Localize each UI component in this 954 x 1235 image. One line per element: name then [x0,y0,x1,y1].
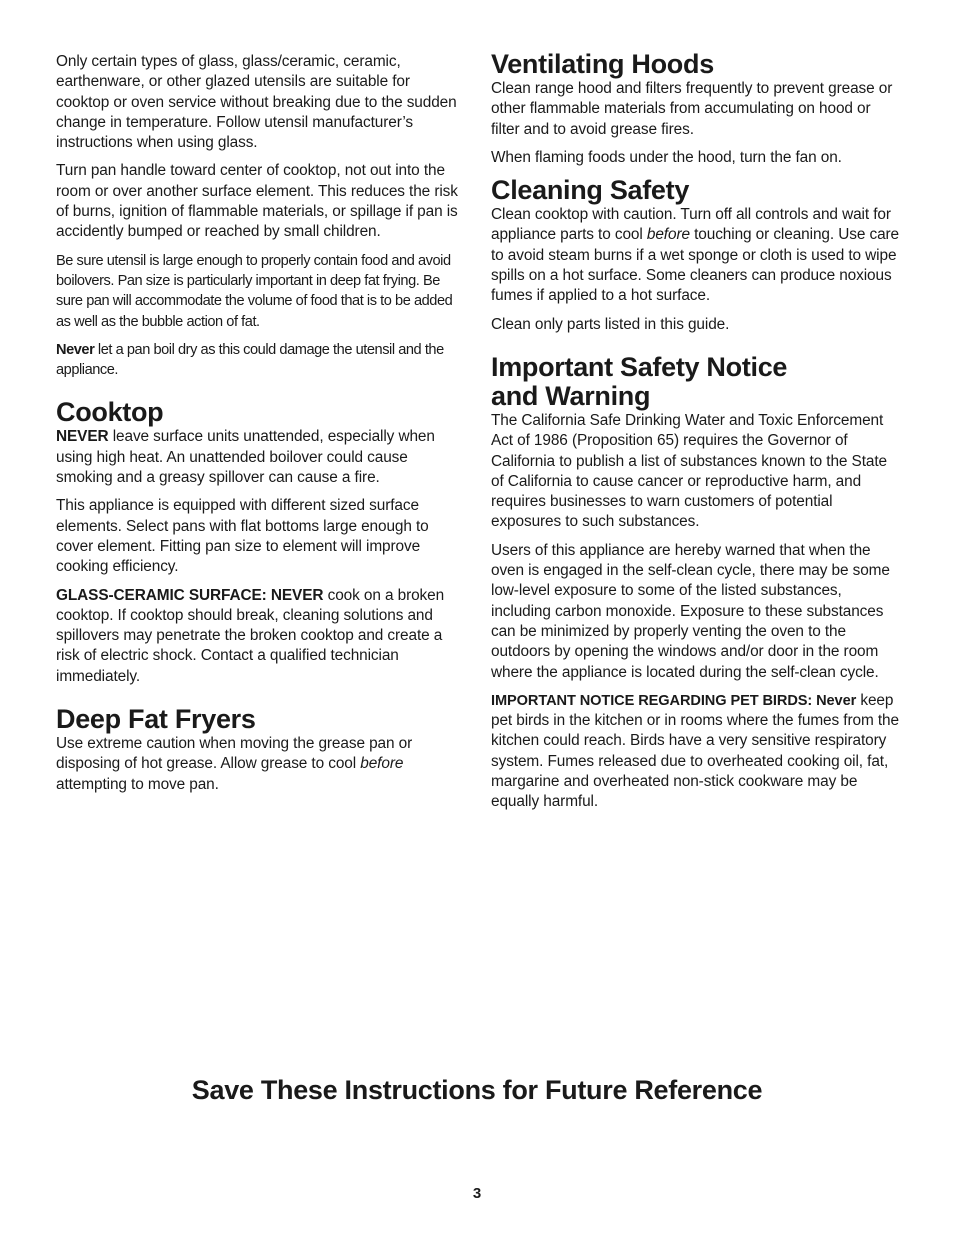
deep-fat-fryers-heading: Deep Fat Fryers [56,704,256,735]
notice-paragraph-prop65: The California Safe Drinking Water and Toxic Enforcement Act of 1986 (Proposition 65) requires the Governor of California to publish a list of substances known to the State of California to cause cancer or reproductive harm, and requires businesses to warn customers of potential exposures to such substances. [491,411,887,531]
right-column [491,50,901,821]
safety-notice-heading-line1: Important Safety Notice [491,351,788,382]
cooktop-paragraph-elements: This appliance is equipped with different sized surface elements. Select pans with flat bottoms large enough to cover element. Fitting pan size to element will improve cooking efficiency. [56,497,429,576]
safety-notice-heading-line2: and Warning [491,380,651,411]
intro-paragraph-utensil-size: Be sure utensil is large enough to properly contain food and avoid boilovers. Pan size is particularly important in deep fat frying. Be sure pan will accommodate the volume of food that is to be added as well as the bubble action of fat. [56,252,453,330]
intro-paragraph-glass: Only certain types of glass, glass/ceramic, ceramic, earthenware, or other glazed utensils are suitable for cooktop or oven service without breaking due to the sudden change in temperature. Follow utensil manufacturer’s instructions when using glass. [56,53,457,152]
cleaning-text-a: Clean cooktop with caution. Turn off all controls and wait for appliance parts to cool [491,206,891,244]
cooktop-paragraph-glass-ceramic [56,586,466,687]
intro-paragraph-boil-dry [56,340,466,381]
fryers-paragraph [56,734,466,795]
ventilating-hoods-heading: Ventilating Hoods [491,49,714,79]
fryers-emphasis: before [360,755,404,773]
save-instructions-title: Save These Instructions for Future Reference [191,1075,763,1105]
cooktop-paragraph-unattended [56,427,466,488]
hoods-paragraph-flaming: When flaming foods under the hood, turn the fan on. [491,148,842,166]
cleaning-safety-heading: Cleaning Safety [491,175,690,206]
cleaning-text-b: touching or cleaning. Use care to avoid steam burns if a wet sponge or cloth is used to wipe spills on a hot surface. Some cleaners can produce noxious fumes if applied to a hot surface. [491,226,900,305]
fryers-text-a: Use extreme caution when moving the grease pan or disposing of hot grease. Allow grease to cool [56,735,413,773]
pet-birds-text: keep pet birds in the kitchen or in rooms where the fumes from the kitchen could reach. Birds have a very sensitive respiratory system. Fumes released due to overheated cooking oil, fat, margarine and overheated non-stick cookware may be equally harmful. [491,691,899,811]
glass-ceramic-text: cook on a broken cooktop. If cooktop should break, cleaning solutions and spillovers may penetrate the broken cooktop and create a risk of electric shock. Contact a qualified technician immediately. [56,586,445,685]
cooktop-heading: Cooktop [56,397,164,428]
pet-birds-lead: IMPORTANT NOTICE REGARDING PET BIRDS: Never [491,692,857,709]
notice-paragraph-self-clean: Users of this appliance are hereby warned that when the oven is engaged in the self-clean cycle, there may be some low-level exposure to some of the listed substances, including carbon monoxide. Exposure to these substances can be minimized by properly venting the oven to the outdoors by opening the windows and/or door in the room where the appliance is located during the self-clean cycle. [491,541,890,681]
never-lead: Never [56,341,95,358]
cooktop-never-lead: NEVER [56,428,109,446]
notice-paragraph-pet-birds [491,691,901,813]
hoods-paragraph-clean: Clean range hood and filters frequently to prevent grease or other flammable materials from accumulating on hood or filter and to avoid grease fires. [491,80,893,138]
page-number: 3 [472,1185,482,1202]
intro-paragraph-pan-handle: Turn pan handle toward center of cooktop, not out into the room or over another surface element. This reduces the risk of burns, ignition of flammable materials, or spillage if pan is accidently bumped or reached by small children. [56,162,458,241]
cleaning-paragraph-parts: Clean only parts listed in this guide. [491,315,730,333]
fryers-text-b: attempting to move pan. [56,775,219,793]
cleaning-emphasis: before [646,226,690,244]
cleaning-paragraph-caution [491,205,901,306]
safety-notice-heading [491,353,901,411]
boil-dry-text: let a pan boil dry as this could damage the utensil and the appliance. [56,341,444,379]
left-column [56,52,466,803]
unattended-text: leave surface units unattended, especially when using high heat. An unattended boilover could cause smoking and a greasy spillover can cause a fire. [56,428,435,487]
glass-ceramic-lead: GLASS-CERAMIC SURFACE: NEVER [56,586,324,604]
